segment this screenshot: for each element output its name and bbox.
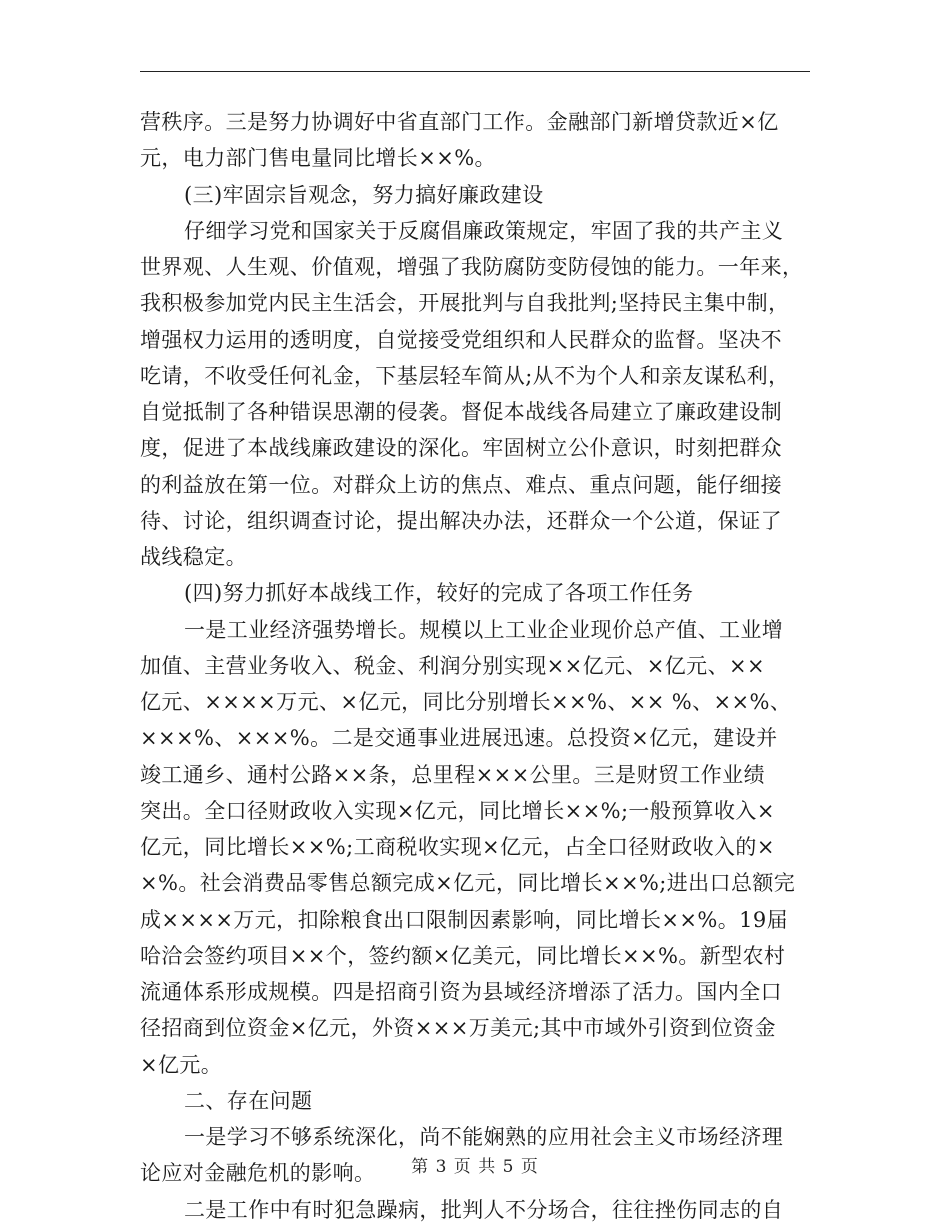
text-line: (四)努力抓好本战线工作，较好的完成了各项工作任务 — [184, 581, 694, 606]
text-line: 哈洽会签约项目××个，签约额×亿美元，同比增长××%。新型农村 — [140, 943, 786, 968]
text-line: 径招商到位资金×亿元，外资×××万美元;其中市域外引资到位资金 — [140, 1016, 776, 1041]
text-line: 营秩序。三是努力协调好中省直部门工作。金融部门新增贷款近×亿 — [140, 110, 779, 134]
text-line: 世界观、人生观、价值观，增强了我防腐防变防侵蚀的能力。一年来， — [140, 255, 804, 279]
header-rule — [140, 71, 810, 72]
text-line: 竣工通乡、通村公路××条，总里程×××公里。三是财贸工作业绩 — [140, 762, 765, 787]
text-line: 仔细学习党和国家关于反腐倡廉政策规定，牢固了我的共产主义 — [184, 218, 784, 243]
text-line: 待、讨论，组织调查讨论，提出解决办法，还群众一个公道，保证了 — [140, 508, 782, 533]
text-line: 我积极参加党内民主生活会，开展批判与自我批判;坚持民主集中制， — [140, 291, 790, 316]
text-line: 二是工作中有时犯急躁病，批判人不分场合，往往挫伤同志的自 — [184, 1197, 784, 1222]
text-line: 二、存在问题 — [184, 1088, 313, 1113]
document-body — [140, 104, 810, 1228]
text-line: 元，电力部门售电量同比增长××%。 — [140, 146, 496, 171]
text-line: 成××××万元，扣除粮食出口限制因素影响，同比增长××%。19届 — [140, 907, 789, 932]
text-line: 流通体系形成规模。四是招商引资为县域经济增添了活力。国内全口 — [140, 980, 782, 1004]
text-line: ×××%、×××%。二是交通事业进展迅速。总投资×亿元，建设并 — [140, 726, 778, 751]
text-line: 突出。全口径财政收入实现×亿元，同比增长××%;一般预算收入× — [140, 798, 775, 823]
text-line: (三)牢固宗旨观念，努力搞好廉政建设 — [184, 182, 544, 207]
text-line: 的利益放在第一位。对群众上访的焦点、难点、重点问题，能仔细接 — [140, 472, 782, 497]
text-line: 加值、主营业务收入、税金、利润分别实现××亿元、×亿元、×× — [140, 653, 765, 678]
text-line: 一是学习不够系统深化，尚不能娴熟的应用社会主义市场经济理 — [184, 1125, 784, 1149]
text-line: 论应对金融危机的影响。 — [140, 1161, 376, 1186]
text-line: 战线稳定。 — [140, 545, 247, 569]
page-number-footer: 第 3 页 共 5 页 — [411, 1157, 539, 1177]
text-line: 一是工业经济强势增长。规模以上工业企业现价总产值、工业增 — [184, 617, 784, 642]
text-line: ×%。社会消费品零售总额完成×亿元，同比增长××%;进出口总额完 — [140, 871, 796, 896]
text-line: 亿元、××××万元、×亿元，同比分别增长××%、×× %、××%、 — [140, 690, 792, 714]
text-line: 增强权力运用的透明度，自觉接受党组织和人民群众的监督。坚决不 — [140, 327, 782, 352]
text-line: 亿元，同比增长××%;工商税收实现×亿元，占全口径财政收入的× — [140, 835, 775, 859]
text-line: 度，促进了本战线廉政建设的深化。牢固树立公仆意识，时刻把群众 — [140, 436, 782, 461]
text-line: 自觉抵制了各种错误思潮的侵袭。督促本战线各局建立了廉政建设制 — [140, 400, 782, 424]
text-line: ×亿元。 — [140, 1052, 223, 1077]
text-line: 吃请，不收受任何礼金，下基层轻车简从;从不为个人和亲友谋私利， — [140, 363, 790, 388]
